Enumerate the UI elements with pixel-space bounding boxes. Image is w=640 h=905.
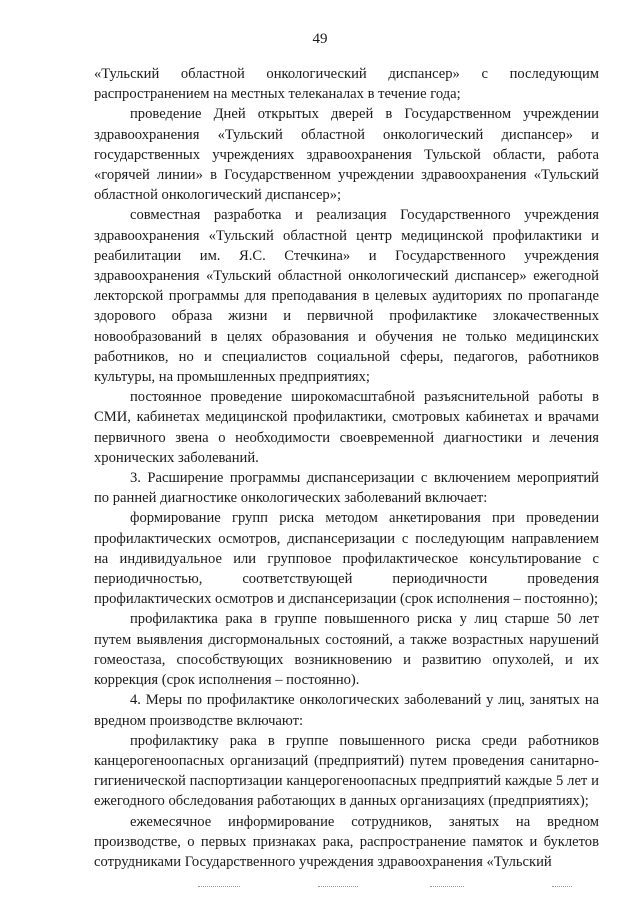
scan-mark xyxy=(198,886,240,889)
paragraph-carcinogenic-workers: профилактику рака в группе повышенного риска среди работников канцерогеноопасных организаций (предприятий) путем проведения санитарно-гигиенической паспортизации канцерогеноопасных предприятий каждые 5 лет и ежегодного обследования работающих в данных организациях (предприятиях); xyxy=(94,732,599,810)
scan-artifact-marks xyxy=(0,886,640,890)
paragraph-cancer-prevention-50: профилактика рака в группе повышенного риска у лиц старше 50 лет путем выявления дисгормональных состояний, а также возрастных нарушений гомеостаза, способствующих возникновению и развитию опухолей, и их коррекция (срок исполнения – постоянно). xyxy=(94,611,599,689)
paragraph-monthly-informing: ежемесячное информирование сотрудников, занятых на вредном производстве, о первых признаках рака, распространение памяток и буклетов сотрудниками Государственного учреждения здравоохранения «Тульский xyxy=(94,813,599,870)
paragraph-item-3-heading: 3. Расширение программы диспансеризации с включением мероприятий по ранней диагностике онкологических заболеваний включает: xyxy=(94,470,599,507)
paragraph-media-work: постоянное проведение широкомасштабной разъяснительной работы в СМИ, кабинетах медицинской профилактики, смотровых кабинетах и врачами первичного звена о необходимости своевременной диагностики и лечения хронических заболеваний. xyxy=(94,389,599,466)
paragraph-item-4-heading: 4. Меры по профилактике онкологических заболеваний у лиц, занятых на вредном производстве включают: xyxy=(94,692,599,729)
paragraph-continuation: «Тульский областной онкологический диспансер» с последующим распространением на местных телеканалах в течение года; xyxy=(94,66,599,103)
paragraph-open-days: проведение Дней открытых дверей в Государственном учреждении здравоохранения «Тульский областной онкологический диспансер» и государственных учреждениях здравоохранения Тульской области, работа «горячей линии» в Государственном учреждении здравоохранения «Тульский областной онкологический диспансер»; xyxy=(94,106,599,204)
paragraph-risk-groups: формирование групп риска методом анкетирования при проведении профилактических осмотров, диспансеризации с последующим направлением на индивидуальное или групповое профилактическое консультирование с периодичностью, соответствующей периодичности проведения профилактических осмотров и диспансеризации (срок исполнения – постоянно); xyxy=(94,510,599,608)
scan-mark xyxy=(318,886,358,889)
page-number: 49 xyxy=(312,31,328,47)
document-body xyxy=(94,64,599,872)
scan-mark xyxy=(552,886,572,889)
scan-mark xyxy=(430,886,464,889)
paragraph-lecture-program: совместная разработка и реализация Государственного учреждения здравоохранения «Тульский областной центр медицинской профилактики и реабилитации им. Я.С. Стечкина» и Государственного учреждения здравоохранения «Тульский областной онкологический диспансер» ежегодной лекторской программы для преподавания в целевых аудиториях по пропаганде здорового образа жизни и первичной профилактике злокачественных новообразований в целях образования и обучения не только медицинских работников, но и специалистов социальной сферы, педагогов, работников культуры, на промышленных предприятиях; xyxy=(94,207,599,386)
